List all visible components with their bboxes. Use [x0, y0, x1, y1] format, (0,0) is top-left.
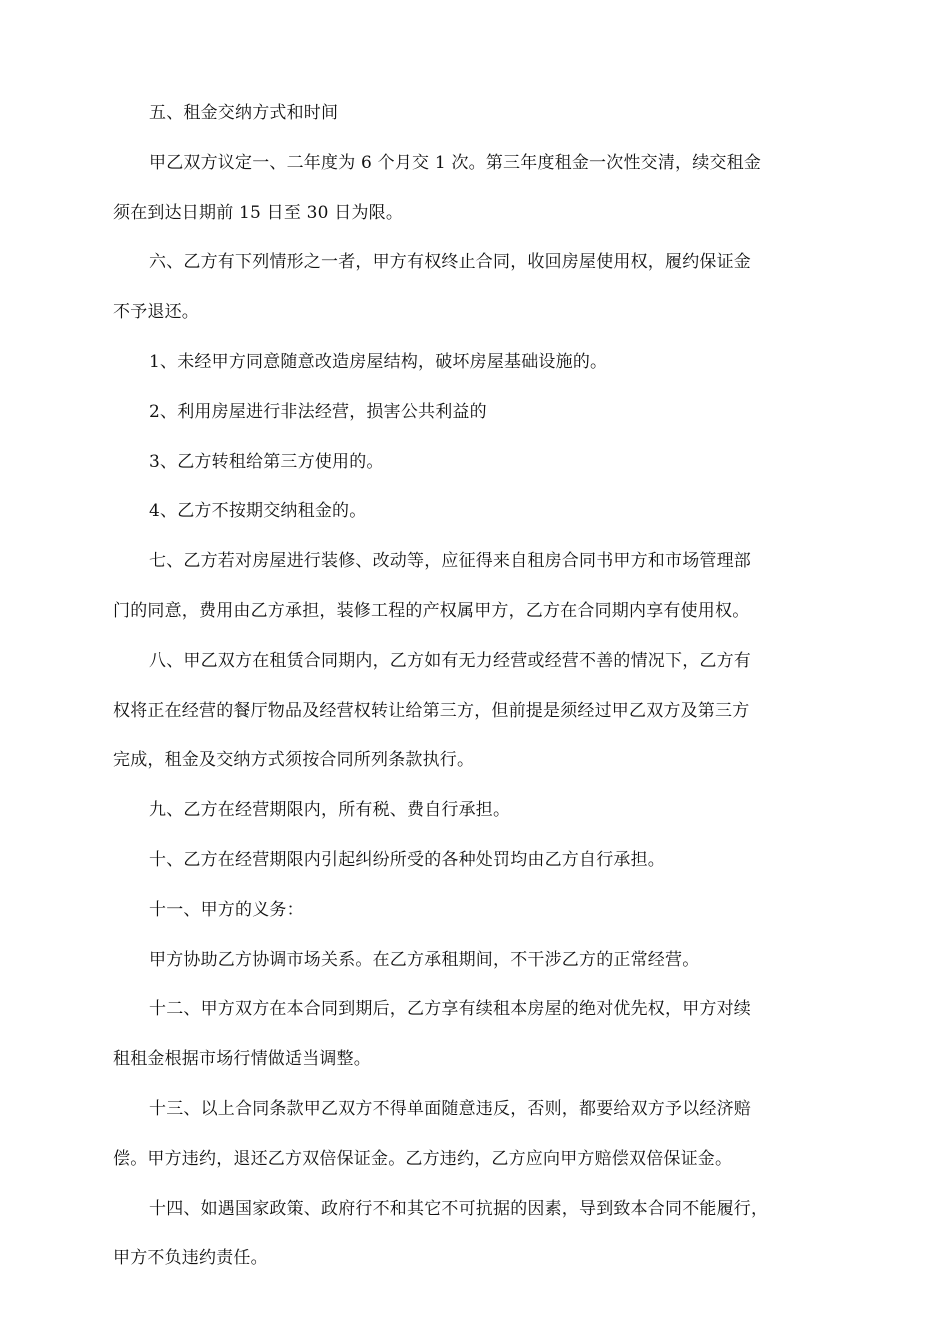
section-13-paragraph: 十三、以上合同条款甲乙双方不得单面随意违反，否则，都要给双方予以经济赔 [149, 1098, 751, 1119]
section-6-heading: 六、乙方有下列情形之一者，甲方有权终止合同，收回房屋使用权，履约保证金 [149, 252, 751, 273]
paragraph-line: 门的同意，费用由乙方承担，装修工程的产权属甲方，乙方在合同期内享有使用权。 [113, 600, 750, 621]
section-8-paragraph: 八、甲乙双方在租赁合同期内，乙方如有无力经营或经营不善的情况下，乙方有 [149, 650, 751, 671]
contract-body [113, 95, 840, 1290]
section-7-paragraph: 七、乙方若对房屋进行装修、改动等，应征得来自租房合同书甲方和市场管理部 [149, 551, 751, 572]
section-5-heading: 五、租金交纳方式和时间 [149, 103, 339, 123]
list-item: 3、乙方转租给第三方使用的。 [149, 451, 384, 472]
paragraph-line: 甲乙双方议定一、二年度为 6 个月交 1 次。第三年度租金一次性交清，续交租金 [149, 152, 762, 173]
paragraph-line: 租租金根据市场行情做适当调整。 [113, 1049, 371, 1070]
paragraph-line: 甲方协助乙方协调市场关系。在乙方承租期间，不干涉乙方的正常经营。 [149, 949, 700, 970]
section-14-paragraph: 十四、如遇国家政策、政府行不和其它不可抗据的因素，导到致本合同不能履行， [149, 1198, 769, 1219]
list-item: 1、未经甲方同意随意改造房屋结构，破坏房屋基础设施的。 [149, 351, 608, 372]
paragraph-line: 完成，租金及交纳方式须按合同所列条款执行。 [113, 750, 475, 771]
paragraph-line: 不予退还。 [113, 302, 199, 323]
paragraph-line: 甲方不负违约责任。 [113, 1248, 268, 1269]
section-10-paragraph: 十、乙方在经营期限内引起纠纷所受的各种处罚均由乙方自行承担。 [149, 849, 665, 870]
paragraph-line: 须在到达日期前 15 日至 30 日为限。 [113, 202, 404, 223]
list-item: 2、利用房屋进行非法经营，损害公共利益的 [149, 401, 487, 422]
list-item: 4、乙方不按期交纳租金的。 [149, 501, 367, 522]
paragraph-line: 偿。甲方违约，退还乙方双倍保证金。乙方违约，乙方应向甲方赔偿双倍保证金。 [113, 1148, 733, 1169]
section-12-paragraph: 十二、甲方双方在本合同到期后，乙方享有续租本房屋的绝对优先权，甲方对续 [149, 999, 751, 1020]
section-11-heading: 十一、甲方的义务： [149, 899, 304, 920]
paragraph-line: 权将正在经营的餐厅物品及经营权转让给第三方，但前提是须经过甲乙双方及第三方 [113, 700, 750, 721]
section-9-paragraph: 九、乙方在经营期限内，所有税、费自行承担。 [149, 800, 511, 821]
